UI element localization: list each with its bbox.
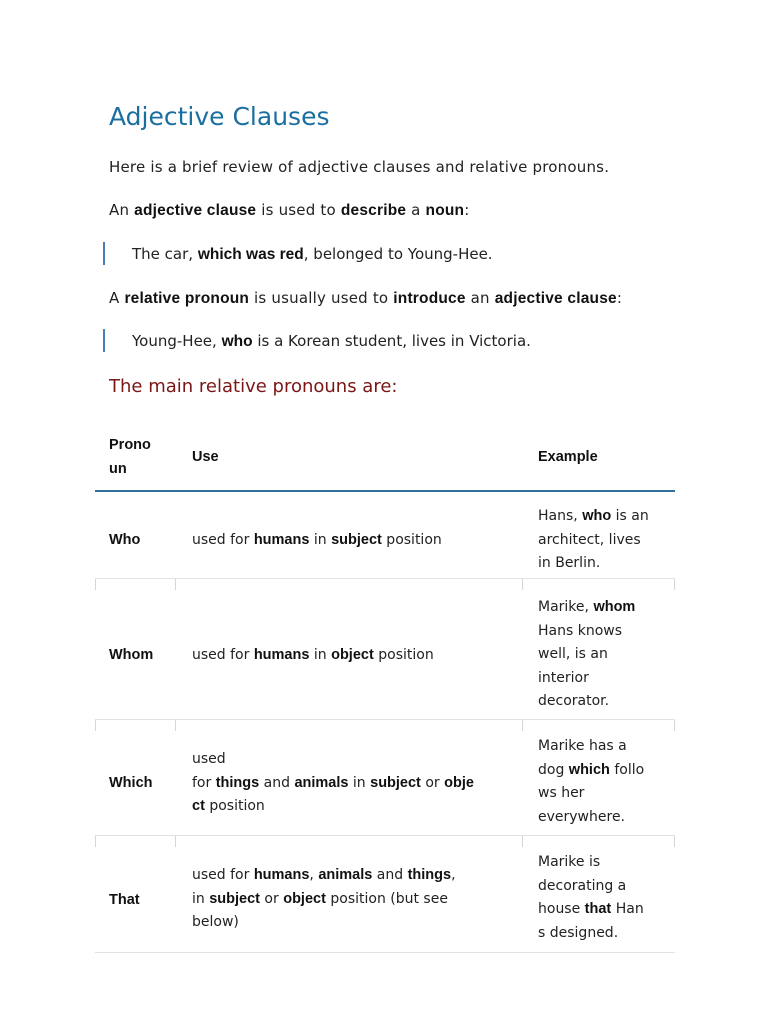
column-divider — [522, 720, 523, 731]
column-divider — [674, 720, 675, 731]
text-run: a — [406, 201, 426, 219]
text-run: position (but see — [325, 890, 448, 907]
bold-term: adjective clause — [134, 202, 257, 219]
column-divider — [95, 720, 96, 731]
bold-term: adjective clause — [494, 290, 617, 307]
header-use: Use — [192, 449, 219, 465]
bold-term: ct — [192, 798, 205, 814]
text-run: for — [192, 774, 216, 791]
intro-text: Here is a brief review of adjective clauses and relative pronouns. — [109, 158, 610, 176]
column-divider — [522, 836, 523, 847]
text-run: position — [204, 798, 265, 814]
bold-term: relative pronoun — [124, 290, 250, 307]
column-divider — [175, 836, 176, 847]
text-run: an — [465, 289, 495, 307]
example-sentence-1 — [132, 245, 493, 264]
bold-term: noun — [425, 202, 465, 219]
text-run: Marike has a — [538, 738, 627, 754]
text-run: architect, lives — [538, 531, 641, 548]
bold-term: animals — [318, 867, 373, 883]
table-row — [95, 836, 675, 953]
blockquote-bar — [103, 329, 105, 352]
text-run: interior — [538, 669, 589, 686]
text-run: follo — [609, 761, 645, 778]
header-text: Prono — [109, 437, 151, 453]
text-run: used — [192, 751, 226, 767]
example-cell — [538, 596, 668, 714]
use-cell — [192, 529, 520, 553]
bold-term: subject — [370, 774, 421, 791]
example-cell — [538, 505, 668, 576]
pronoun-cell: Who — [109, 532, 141, 548]
text-run: : — [616, 289, 623, 307]
table-row — [95, 492, 675, 579]
use-cell — [192, 644, 520, 668]
bold-term: humans — [253, 532, 310, 548]
text-run: well, is an — [538, 646, 608, 662]
text-run: s designed. — [538, 924, 619, 941]
text-run: , — [451, 867, 456, 883]
text-run: in — [309, 532, 332, 548]
text-run: in — [348, 774, 371, 791]
text-run: used for — [192, 647, 254, 663]
example-sentence-2 — [132, 332, 531, 351]
text-run: in Berlin. — [538, 555, 601, 571]
text-run: Young-Hee, — [132, 332, 222, 350]
bold-term: subject — [209, 890, 260, 907]
text-run: Han — [611, 901, 644, 917]
text-run: : — [464, 201, 470, 219]
bold-term: things — [215, 774, 260, 791]
blockquote-bar — [103, 242, 105, 265]
header-example: Example — [538, 449, 598, 465]
bold-term: object — [331, 647, 374, 663]
pronoun-cell: Whom — [109, 647, 154, 663]
text-run: everywhere. — [538, 808, 626, 825]
text-run: decorating a — [538, 877, 627, 894]
text-run: position — [373, 647, 434, 663]
text-run: is used to — [256, 201, 341, 219]
bold-term: who — [582, 508, 612, 524]
text-run: Marike, — [538, 599, 594, 615]
header-text: un — [109, 460, 127, 477]
bold-term: introduce — [393, 290, 466, 307]
text-run: The car, — [132, 245, 198, 263]
text-run: position — [381, 532, 442, 548]
bold-term: subject — [331, 532, 382, 548]
text-run: A — [109, 289, 125, 307]
column-divider — [95, 579, 96, 590]
relative-pronouns-table — [95, 426, 675, 953]
relative-pronoun-definition — [109, 289, 622, 308]
text-run: in — [192, 890, 210, 907]
text-run: and — [372, 867, 408, 883]
section-subheading: The main relative pronouns are: — [109, 376, 398, 397]
text-run: Hans, — [538, 508, 583, 524]
page-title: Adjective Clauses — [109, 102, 330, 131]
text-run: , belonged to Young-Hee. — [303, 245, 493, 263]
bold-term: animals — [294, 774, 349, 791]
text-run: used for — [192, 532, 254, 548]
text-run: An — [109, 201, 135, 219]
text-run: or — [259, 890, 284, 907]
bold-term: which was red — [197, 246, 304, 263]
pronoun-cell: Which — [109, 775, 153, 791]
text-run: is a Korean student, lives in Victoria. — [252, 332, 531, 350]
use-cell — [192, 748, 520, 819]
text-run: Hans knows — [538, 622, 623, 639]
example-cell — [538, 851, 668, 945]
bold-term: which — [568, 761, 610, 778]
column-divider — [175, 579, 176, 590]
example-cell — [538, 735, 668, 829]
column-divider — [95, 836, 96, 847]
bold-term: who — [221, 333, 253, 350]
header-pronoun — [109, 434, 177, 481]
text-run: used for — [192, 867, 254, 883]
text-run: is usually used to — [249, 289, 394, 307]
bold-term: humans — [253, 867, 310, 883]
table-header — [95, 426, 675, 492]
text-run: house — [538, 901, 585, 917]
column-divider — [674, 836, 675, 847]
text-run: Marike is — [538, 854, 601, 870]
text-run: , — [309, 867, 319, 883]
text-run: ws her — [538, 785, 585, 801]
bold-term: obje — [444, 774, 474, 791]
text-run: and — [259, 774, 295, 791]
text-run: is an — [611, 508, 649, 524]
column-divider — [674, 579, 675, 590]
column-divider — [175, 720, 176, 731]
bold-term: whom — [593, 599, 636, 615]
table-row — [95, 579, 675, 720]
bold-term: things — [407, 867, 452, 883]
text-run: dog — [538, 761, 569, 778]
table-row — [95, 720, 675, 836]
column-divider — [522, 579, 523, 590]
text-run: decorator. — [538, 693, 610, 709]
use-cell — [192, 864, 520, 935]
text-run: or — [420, 774, 445, 791]
bold-term: humans — [253, 647, 310, 663]
bold-term: describe — [340, 202, 407, 219]
text-run: below) — [192, 914, 239, 930]
bold-term: object — [283, 890, 326, 907]
pronoun-cell: That — [109, 892, 140, 908]
text-run: in — [309, 647, 332, 663]
adjective-clause-definition — [109, 201, 469, 220]
bold-term: that — [584, 901, 612, 917]
